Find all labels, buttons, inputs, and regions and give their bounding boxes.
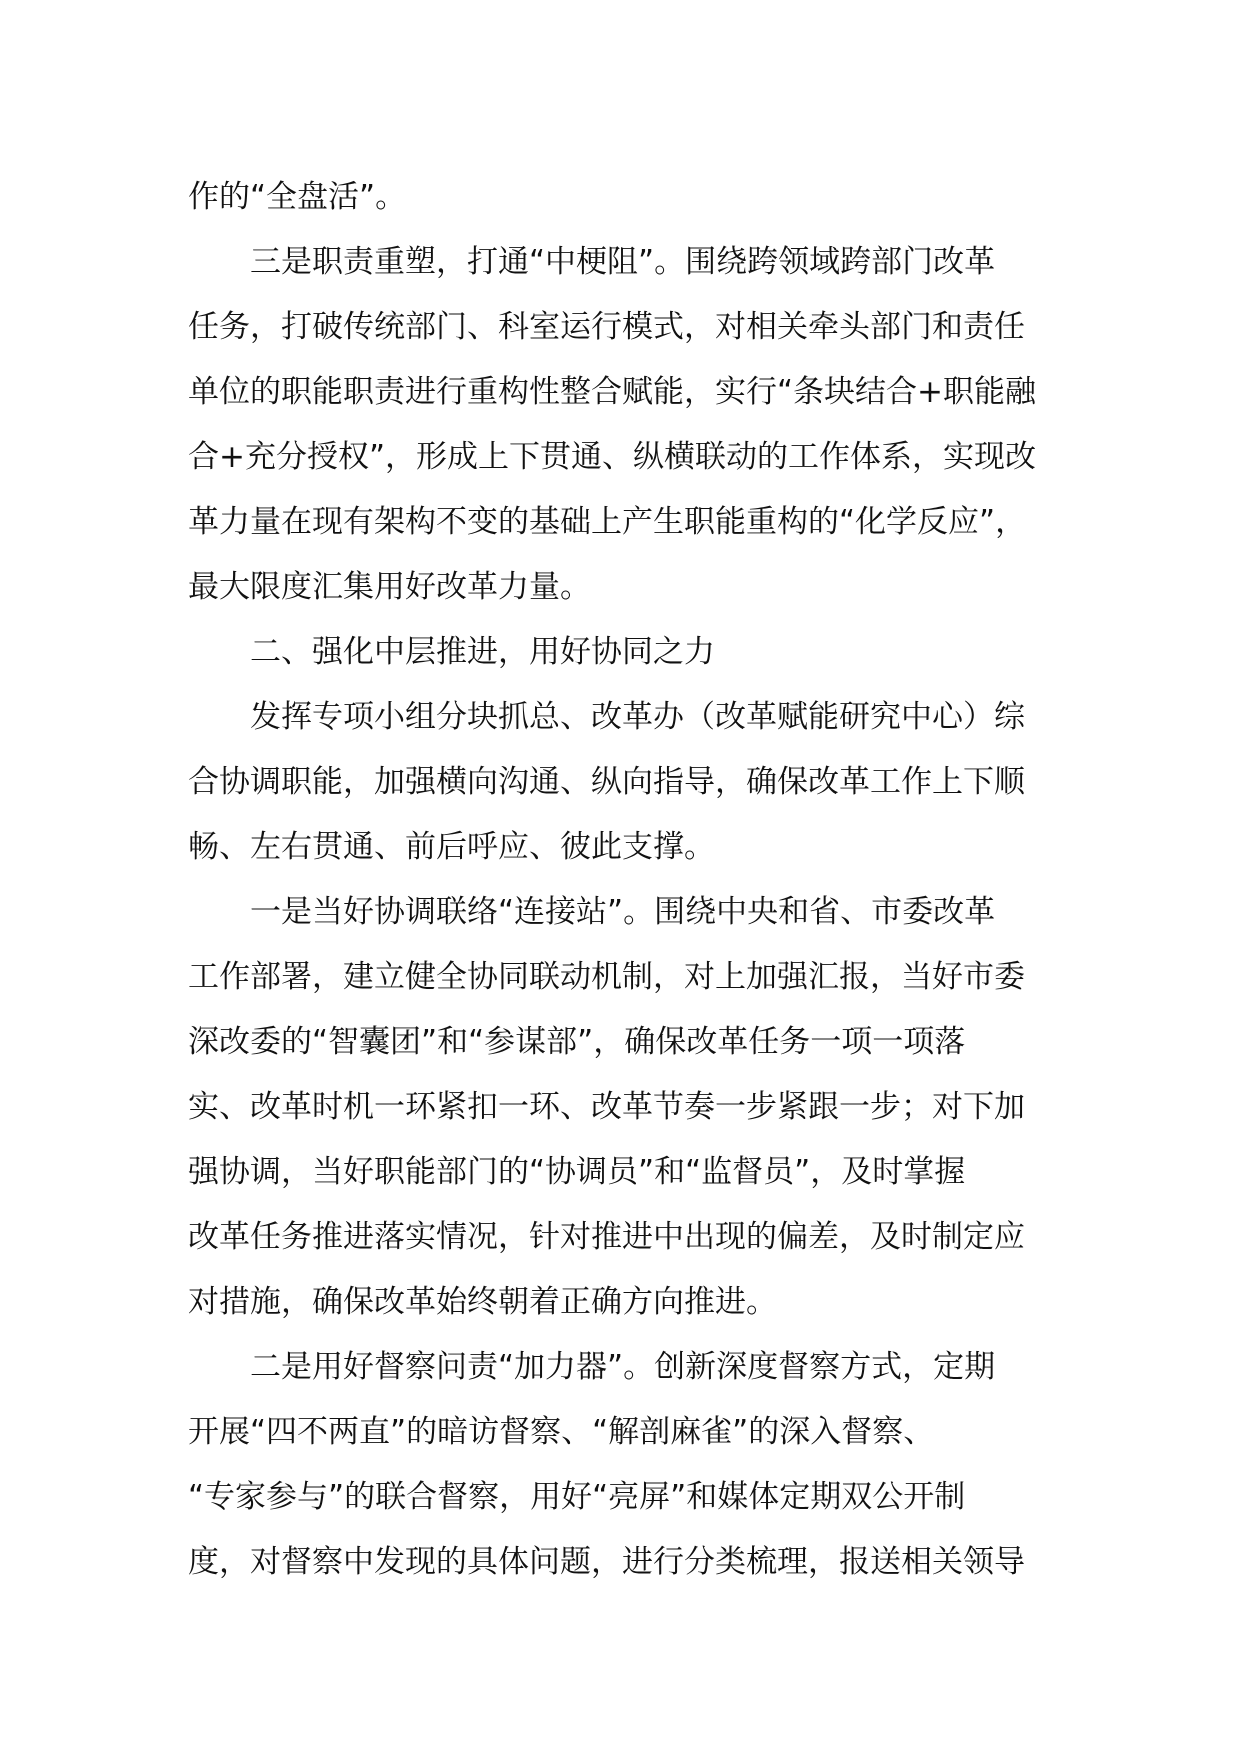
text-line-continuation: 作的“全盘活”。 (188, 179, 407, 215)
text-line: 开展“四不两直”的暗访督察、“解剖麻雀”的深入督察、 (188, 1414, 935, 1450)
section-heading: 二、强化中层推进，用好协同之力 (250, 634, 715, 670)
text-line: 对措施，确保改革始终朝着正确方向推进。 (188, 1284, 777, 1320)
text-line: 任务，打破传统部门、科室运行模式，对相关牵头部门和责任 (188, 309, 1025, 345)
paragraph-start-line: 三是职责重塑，打通“中梗阻”。围绕跨领域跨部门改革 (250, 244, 996, 280)
text-line: 畅、左右贯通、前后呼应、彼此支撑。 (188, 829, 715, 865)
text-line: 最大限度汇集用好改革力量。 (188, 569, 591, 605)
text-line: 强协调，当好职能部门的“协调员”和“监督员”，及时掌握 (188, 1154, 966, 1190)
text-line: 工作部署，建立健全协同联动机制，对上加强汇报，当好市委 (188, 959, 1025, 995)
text-line: 合协调职能，加强横向沟通、纵向指导，确保改革工作上下顺 (188, 764, 1025, 800)
text-line: “专家参与”的联合督察，用好“亮屏”和媒体定期双公开制 (188, 1479, 966, 1515)
text-line: 深改委的“智囊团”和“参谋部”，确保改革任务一项一项落 (188, 1024, 966, 1060)
text-line: 实、改革时机一环紧扣一环、改革节奏一步紧跟一步；对下加 (188, 1089, 1025, 1125)
document-body (188, 165, 1088, 1595)
paragraph-start-line: 发挥专项小组分块抓总、改革办（改革赋能研究中心）综 (250, 699, 1025, 735)
paragraph-start-line: 二是用好督察问责“加力器”。创新深度督察方式，定期 (250, 1349, 996, 1385)
paragraph-start-line: 一是当好协调联络“连接站”。围绕中央和省、市委改革 (250, 894, 996, 930)
text-line: 单位的职能职责进行重构性整合赋能，实行“条块结合+职能融 (188, 374, 1037, 410)
text-line: 革力量在现有架构不变的基础上产生职能重构的“化学反应”， (188, 504, 1027, 540)
text-line: 合+充分授权”，形成上下贯通、纵横联动的工作体系，实现改 (188, 439, 1037, 475)
text-line: 度，对督察中发现的具体问题，进行分类梳理，报送相关领导 (188, 1544, 1025, 1580)
text-line: 改革任务推进落实情况，针对推进中出现的偏差，及时制定应 (188, 1219, 1025, 1255)
